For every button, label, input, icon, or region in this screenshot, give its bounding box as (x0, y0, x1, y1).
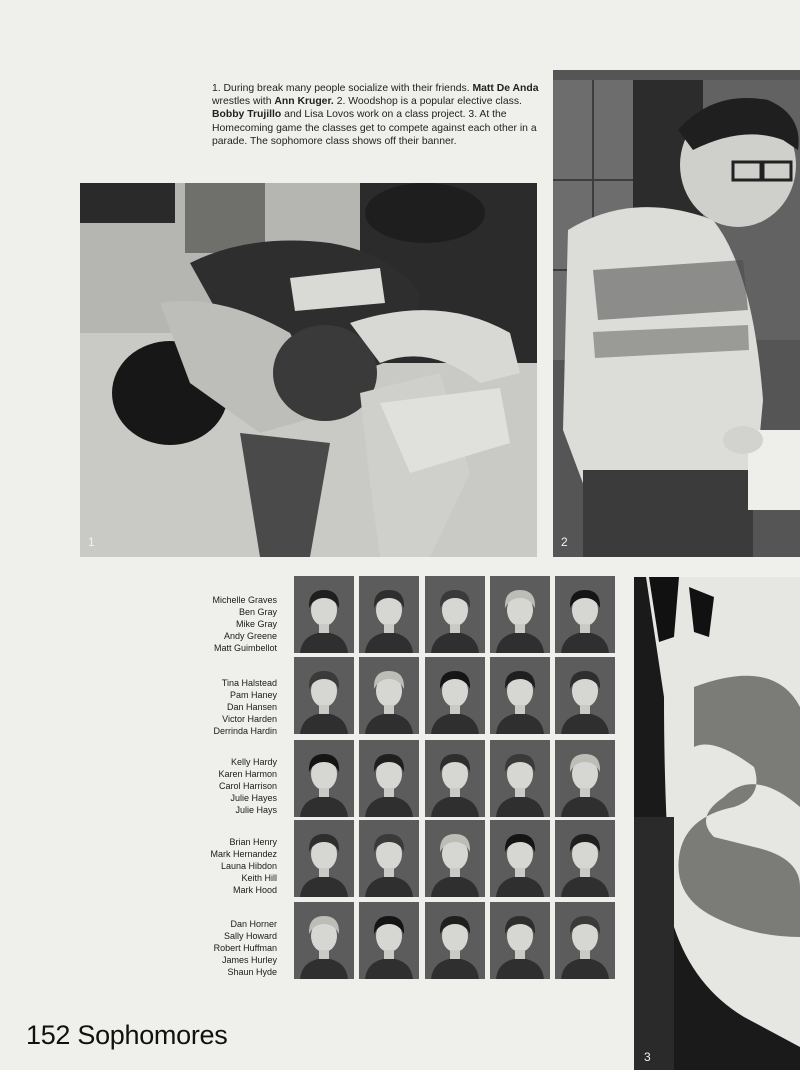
student-name: Julie Hays (235, 805, 277, 816)
caption-text: 2. Woodshop is a popular elective class. (333, 96, 522, 108)
student-name: Carol Harrison (218, 781, 277, 792)
caption-text: 1. During break many people socialize with their friends. (212, 83, 473, 94)
student-portrait (294, 820, 354, 897)
student-portrait (294, 576, 354, 653)
roster-names-row-1 (212, 594, 277, 654)
student-portrait (555, 657, 615, 734)
student-portrait (490, 820, 550, 897)
photo-number: 2 (561, 535, 568, 549)
section-title: Sophomores (77, 1020, 228, 1050)
student-name: Robert Huffman (213, 943, 277, 954)
woodshop-photo (553, 70, 800, 557)
student-name: Sally Howard (223, 931, 277, 942)
student-portrait (555, 740, 615, 817)
student-portrait (359, 657, 419, 734)
caption-bold-name: Ann Kruger. (274, 96, 334, 108)
student-name: Shaun Hyde (227, 967, 277, 978)
student-portrait (425, 657, 485, 734)
homecoming-banner-photo (634, 577, 800, 1070)
page-number: 152 (26, 1020, 71, 1050)
student-name: Brian Henry (229, 837, 277, 847)
student-name: Kelly Hardy (230, 757, 277, 767)
student-name: Dan Hansen (226, 702, 277, 713)
student-portrait (490, 576, 550, 653)
photo-number: 1 (88, 535, 95, 549)
roster-names-row-4 (210, 836, 277, 896)
student-name: Launa Hibdon (220, 861, 277, 872)
student-portrait (425, 576, 485, 653)
roster-names-row-3 (218, 756, 277, 816)
photo-number: 3 (644, 1050, 651, 1064)
student-portrait (294, 657, 354, 734)
student-name: Victor Harden (222, 714, 277, 725)
caption-bold-name: Bobby Trujillo (212, 109, 282, 121)
page-footer (26, 1020, 227, 1051)
student-name: Ben Gray (238, 607, 277, 618)
student-name: Tina Halstead (221, 678, 277, 688)
student-name: Andy Greene (223, 631, 277, 642)
student-name: Derrinda Hardin (213, 726, 277, 737)
student-portrait (359, 902, 419, 979)
caption-text: wrestles with (212, 96, 275, 108)
student-name: Keith Hill (241, 873, 277, 884)
student-portrait (490, 657, 550, 734)
roster-names-row-5 (214, 918, 277, 978)
student-portrait (425, 740, 485, 817)
student-name: Pam Haney (229, 690, 277, 701)
student-portrait (359, 740, 419, 817)
student-portrait (425, 820, 485, 897)
student-name: Mike Gray (235, 619, 277, 630)
student-name: Mark Hood (232, 885, 277, 896)
caption-text: and Lisa Lovos work on a class project. 3. At the Homecoming game the classes get to compete against each other in a parade. The sophomore class shows off their banner. (212, 109, 537, 147)
student-portrait (294, 740, 354, 817)
caption-bold-name: Matt De Anda (472, 83, 539, 94)
student-portrait (555, 576, 615, 653)
roster-names-row-2 (213, 677, 277, 737)
student-portrait (425, 902, 485, 979)
student-name: Dan Horner (230, 919, 277, 929)
student-portrait (490, 740, 550, 817)
student-portrait (555, 902, 615, 979)
student-name: James Hurley (221, 955, 277, 966)
photo-caption (212, 82, 542, 148)
student-portrait (359, 576, 419, 653)
wrestling-photo (80, 183, 537, 557)
student-portrait (490, 902, 550, 979)
student-portrait (555, 820, 615, 897)
student-name: Mark Hernandez (210, 849, 277, 860)
student-name: Michelle Graves (212, 595, 277, 605)
student-portrait (294, 902, 354, 979)
student-portrait (359, 820, 419, 897)
student-name: Karen Harmon (218, 769, 277, 780)
student-name: Matt Guimbellot (213, 643, 277, 654)
student-name: Julie Hayes (230, 793, 277, 804)
